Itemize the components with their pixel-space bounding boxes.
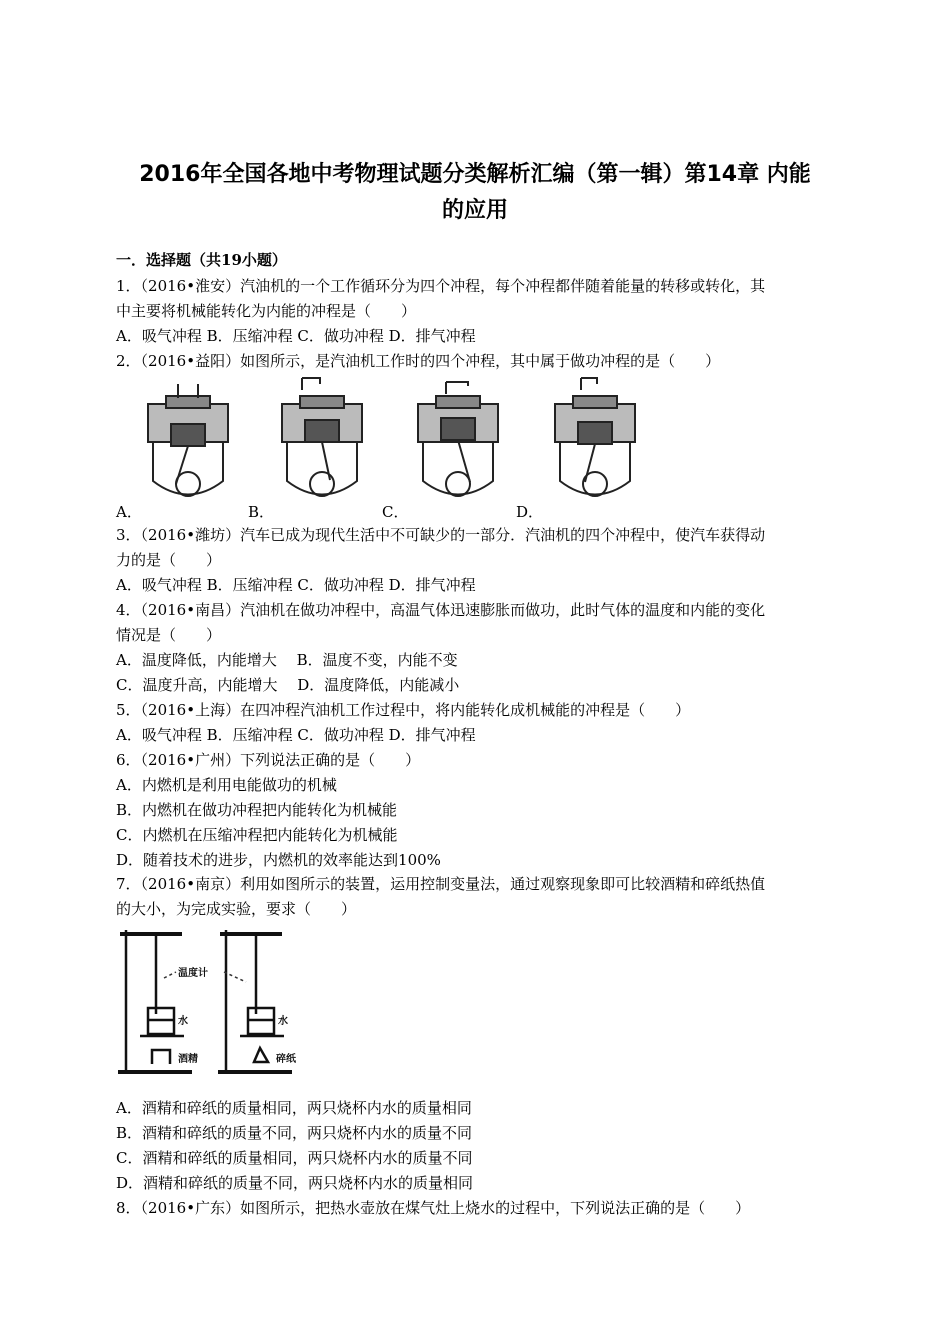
question-6-option-b: B．内燃机在做功冲程把内能转化为机械能	[116, 801, 398, 819]
question-7-option-a: A．酒精和碎纸的质量相同，两只烧杯内水的质量相同	[116, 1099, 472, 1117]
question-7-option-c: C．酒精和碎纸的质量相同，两只烧杯内水的质量不同	[116, 1149, 473, 1167]
engine-diagram-a	[138, 376, 238, 511]
apparatus-diagram	[116, 924, 301, 1086]
question-4-options-ab: A．温度降低，内能增大 B．温度不变，内能不变	[116, 651, 458, 669]
title-line-1: 2016年全国各地中考物理试题分类解析汇编（第一辑）第14章 内能	[139, 162, 811, 187]
engine-diagram-c	[408, 376, 508, 511]
question-1-line-1: 1．（2016•淮安）汽油机的一个工作循环分为四个冲程，每个冲程都伴随着能量的转移或转化，其	[116, 277, 766, 295]
question-7-line-1: 7．（2016•南京）利用如图所示的装置，运用控制变量法，通过观察现象即可比较酒精和碎纸热值	[116, 875, 766, 893]
question-4-options-cd: C．温度升高，内能增大 D．温度降低，内能减小	[116, 676, 460, 694]
question-6-line-1: 6．（2016•广州）下列说法正确的是（ ）	[116, 751, 421, 769]
engine-label-a: A．	[116, 503, 142, 521]
question-6-option-c: C．内燃机在压缩冲程把内能转化为机械能	[116, 826, 398, 844]
fuel-label-left: 酒精	[178, 1054, 198, 1065]
question-7-option-b: B．酒精和碎纸的质量不同，两只烧杯内水的质量不同	[116, 1124, 473, 1142]
question-5-line-1: 5．（2016•上海）在四冲程汽油机工作过程中，将内能转化成机械能的冲程是（ ）	[116, 701, 691, 719]
water-label-right: 水	[278, 1016, 288, 1027]
engine-label-c: C．	[382, 503, 409, 521]
question-2-line-1: 2．（2016•益阳）如图所示，是汽油机工作时的四个冲程，其中属于做功冲程的是（ ）	[116, 352, 721, 370]
question-1-line-2: 中主要将机械能转化为内能的冲程是（ ）	[116, 302, 417, 320]
page-title	[100, 157, 850, 229]
title-line-2: 的应用	[441, 198, 508, 223]
question-1-options: A．吸气冲程 B．压缩冲程 C．做功冲程 D．排气冲程	[116, 327, 476, 345]
question-4-line-2: 情况是（ ）	[116, 626, 222, 644]
question-3-line-1: 3．（2016•潍坊）汽车已成为现代生活中不可缺少的一部分．汽油机的四个冲程中，使汽车获得动	[116, 526, 766, 544]
question-7-option-d: D．酒精和碎纸的质量不同，两只烧杯内水的质量相同	[116, 1174, 474, 1192]
question-6-option-d: D．随着技术的进步，内燃机的效率能达到100%	[116, 851, 441, 869]
thermometer-label: 温度计	[178, 968, 208, 979]
question-5-options: A．吸气冲程 B．压缩冲程 C．做功冲程 D．排气冲程	[116, 726, 476, 744]
question-4-line-1: 4．（2016•南昌）汽油机在做功冲程中，高温气体迅速膨胀而做功，此时气体的温度和内能的变化	[116, 601, 766, 619]
question-7-line-2: 的大小，为完成实验，要求（ ）	[116, 900, 357, 918]
engine-diagram-b	[272, 376, 372, 511]
water-label-left: 水	[178, 1016, 188, 1027]
question-3-options: A．吸气冲程 B．压缩冲程 C．做功冲程 D．排气冲程	[116, 576, 476, 594]
fuel-label-right: 碎纸	[276, 1054, 296, 1065]
question-6-option-a: A．内燃机是利用电能做功的机械	[116, 776, 337, 794]
engine-label-b: B．	[248, 503, 275, 521]
engine-diagram-d	[545, 376, 645, 511]
section-heading: 一．选择题（共19小题）	[116, 251, 287, 269]
question-3-line-2: 力的是（ ）	[116, 551, 222, 569]
question-8-line-1: 8．（2016•广东）如图所示，把热水壶放在煤气灶上烧水的过程中，下列说法正确的是（ ）	[116, 1199, 751, 1217]
engine-label-d: D．	[516, 503, 544, 521]
